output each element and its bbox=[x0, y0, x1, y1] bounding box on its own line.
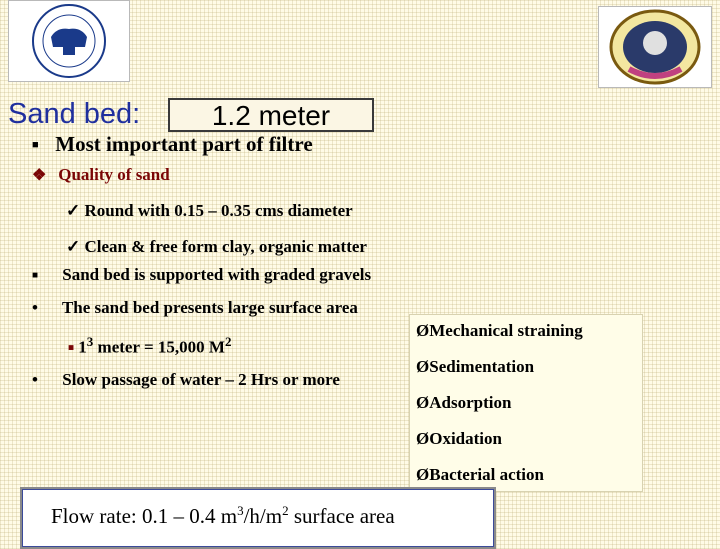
check-bullet-icon: ✓ bbox=[66, 201, 81, 220]
bullet-line-1: ■ Most important part of filtre bbox=[32, 132, 313, 156]
diamond-bullet-icon: ❖ bbox=[32, 167, 47, 184]
bullet-line-7: ■ $1^3$ meter = 15,000 $M^2$ bbox=[68, 334, 232, 357]
square-bullet-icon: ■ bbox=[32, 139, 39, 151]
mechanism-item: ØOxidation bbox=[416, 429, 502, 448]
square-bullet-icon: ■ bbox=[32, 270, 39, 281]
check-bullet-icon: ✓ bbox=[66, 237, 81, 256]
dot-bullet-icon: • bbox=[32, 298, 38, 317]
arrow-bullet-icon: Ø bbox=[416, 357, 430, 376]
college-emblem bbox=[598, 6, 712, 88]
bullet-line-8: • Slow passage of water – 2 Hrs or more bbox=[32, 370, 340, 389]
bullet-line-2: ❖ Quality of sand bbox=[32, 165, 170, 184]
dot-bullet-icon: • bbox=[32, 370, 38, 389]
mechanism-item: ØBacterial action bbox=[416, 465, 544, 484]
title-value-box: 1.2 meter bbox=[168, 98, 374, 132]
bullet-line-3: ✓ Round with 0.15 – 0.35 cms diameter bbox=[66, 201, 353, 220]
mechanisms-panel bbox=[409, 314, 643, 492]
square-bullet-icon: ■ bbox=[68, 342, 75, 354]
college-emblem-icon bbox=[599, 7, 711, 87]
flow-rate-text: Flow rate: 0.1 – 0.4 $m^3/h/m^2$ surface area bbox=[51, 503, 395, 528]
arrow-bullet-icon: Ø bbox=[416, 393, 430, 412]
mechanism-item: ØAdsorption bbox=[416, 393, 512, 412]
arrow-bullet-icon: Ø bbox=[416, 429, 430, 448]
bullet-line-5: ■ Sand bed is supported with graded gravels bbox=[32, 265, 372, 284]
institution-logo bbox=[8, 0, 130, 82]
arrow-bullet-icon: Ø bbox=[416, 321, 430, 340]
mechanism-item: ØMechanical straining bbox=[416, 321, 583, 340]
bullet-line-4: ✓ Clean & free form clay, organic matter bbox=[66, 237, 367, 256]
bullet-line-6: • The sand bed presents large surface area bbox=[32, 298, 358, 317]
slide-title: Sand bed: bbox=[8, 98, 141, 130]
institution-seal-icon bbox=[9, 1, 129, 81]
arrow-bullet-icon: Ø bbox=[416, 465, 430, 484]
mechanism-item: ØSedimentation bbox=[416, 357, 535, 376]
